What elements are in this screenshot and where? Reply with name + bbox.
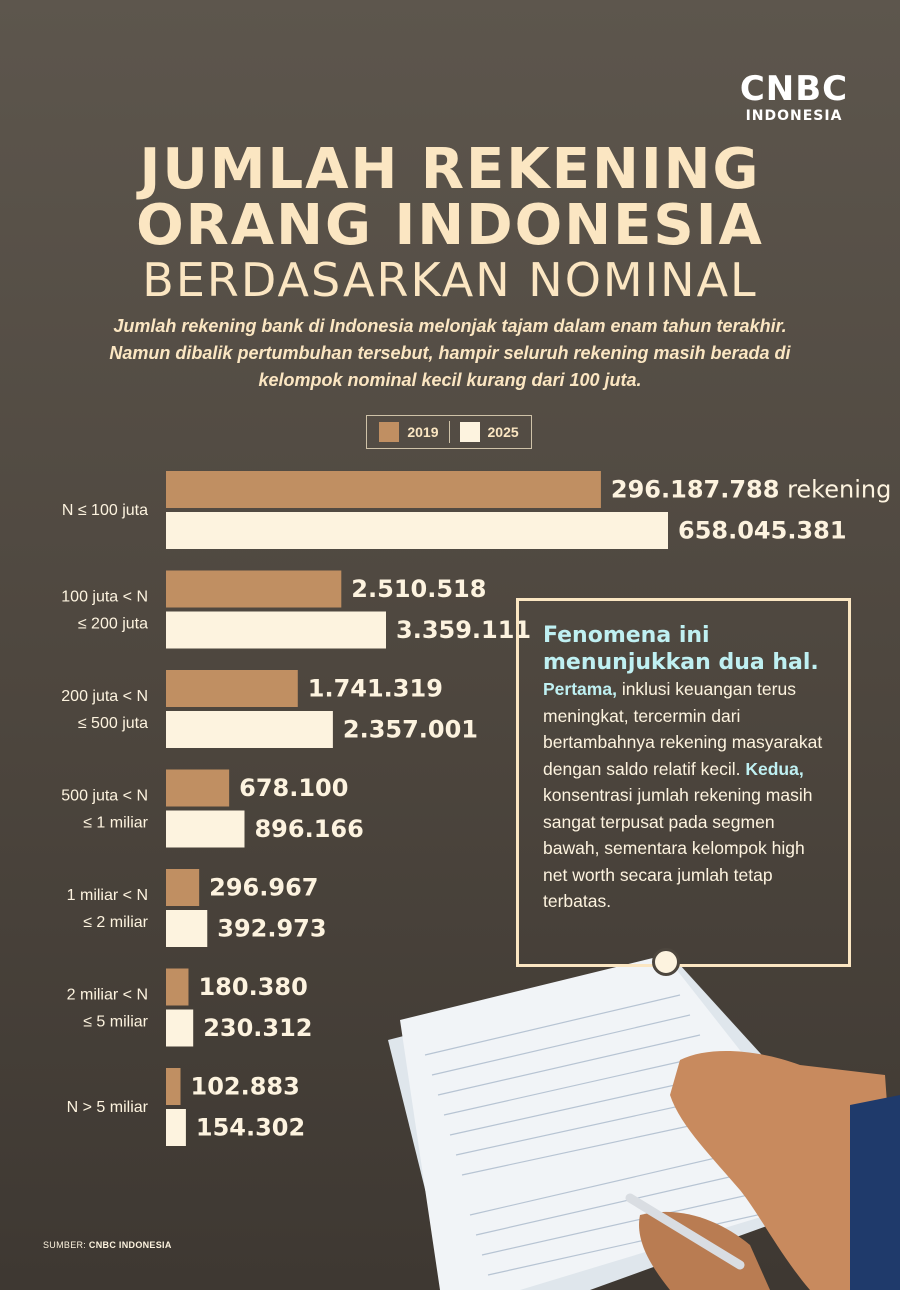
category-label: ≤ 500 juta xyxy=(77,715,148,732)
callout-body xyxy=(543,623,828,915)
bar-2025 xyxy=(166,811,244,848)
bar-2025 xyxy=(166,612,386,649)
source-name: CNBC INDONESIA xyxy=(88,1240,172,1250)
callout-box xyxy=(516,598,851,967)
bar-2025 xyxy=(166,910,207,947)
category-label: N ≤ 100 juta xyxy=(61,502,148,519)
data-label-2019: 1.741.319 xyxy=(307,674,443,703)
bar-2019 xyxy=(166,670,298,707)
category-label: ≤ 200 juta xyxy=(77,615,148,633)
category-label: ≤ 1 miliar xyxy=(83,814,148,832)
bank-passbook-photo xyxy=(380,955,900,1290)
data-label-2025: 230.312 xyxy=(203,1014,313,1042)
unit-label: rekening xyxy=(779,475,892,504)
data-label-2019: 296.967 xyxy=(209,873,319,902)
sleeve xyxy=(850,1095,900,1290)
data-label-2019: 678.100 xyxy=(239,774,349,802)
title-line-2: ORANG INDONESIA xyxy=(136,193,764,258)
bar-2025 xyxy=(166,1109,186,1146)
bar-2019 xyxy=(166,471,601,508)
data-label-2019: 2.510.518 xyxy=(351,575,487,603)
bar-2019 xyxy=(166,770,229,807)
logo-subtext: INDONESIA xyxy=(745,108,843,124)
category-label: N > 5 miliar xyxy=(66,1099,148,1116)
data-label-2025: 3.359.111 xyxy=(396,616,532,644)
category-label: 1 miliar < N xyxy=(66,887,148,904)
data-label-2025: 896.166 xyxy=(254,815,364,843)
subtitle: Jumlah rekening bank di Indonesia melonjak tajam dalam enam tahun terakhir. Namun dibalik pertumbuhan tersebut, hampir seluruh rekening masih berada di kelompok nominal kecil kurang dari 100 juta. xyxy=(109,316,791,390)
logo-wordmark: CNBC xyxy=(739,69,849,109)
data-label-2019: 102.883 xyxy=(190,1072,300,1101)
legend-label-2025: 2025 xyxy=(487,424,519,440)
callout-connector-dot xyxy=(652,948,680,976)
callout-text-1: inklusi keuangan terus meningkat, tercermin dari bertambahnya rekening masyarakat dengan saldo relatif kecil. xyxy=(543,679,823,779)
source-note xyxy=(43,1240,172,1250)
title-line-1: JUMLAH REKENING xyxy=(139,137,761,202)
bar-2019 xyxy=(166,1068,181,1105)
bar-2019 xyxy=(166,869,199,906)
legend-label-2019: 2019 xyxy=(407,424,439,440)
data-label-2019: 296.187.788 rekening xyxy=(610,475,892,504)
bar-2025 xyxy=(166,711,333,748)
callout-key-1: Pertama, xyxy=(543,679,617,699)
source-prefix: SUMBER: xyxy=(43,1240,87,1250)
data-label-2025: 2.357.001 xyxy=(342,715,479,744)
category-label: 500 juta < N xyxy=(61,787,148,805)
callout-lead: Fenomena ini menunjukkan dua hal. xyxy=(543,623,819,675)
callout-text-2: konsentrasi jumlah rekening masih sangat terpusat pada segmen bawah, sementara kelompok high net worth secara jumlah tetap terbatas. xyxy=(543,785,813,911)
category-label: ≤ 5 miliar xyxy=(83,1013,148,1031)
callout-key-2: Kedua, xyxy=(745,758,804,779)
bar-2019 xyxy=(166,969,188,1006)
category-label: 100 juta < N xyxy=(61,588,148,606)
category-label: 2 miliar < N xyxy=(66,986,148,1004)
data-label-2025: 658.045.381 xyxy=(678,516,847,545)
bar-2019 xyxy=(166,571,341,608)
data-label-2025: 154.302 xyxy=(195,1113,306,1142)
data-label-2019: 180.380 xyxy=(198,973,308,1001)
bar-2025 xyxy=(166,512,668,549)
data-label-2025: 392.973 xyxy=(217,914,327,943)
title-line-3: BERDASARKAN NOMINAL xyxy=(142,253,758,307)
category-label: 200 juta < N xyxy=(61,688,148,705)
bar-2025 xyxy=(166,1010,193,1047)
category-label: ≤ 2 miliar xyxy=(83,914,148,931)
